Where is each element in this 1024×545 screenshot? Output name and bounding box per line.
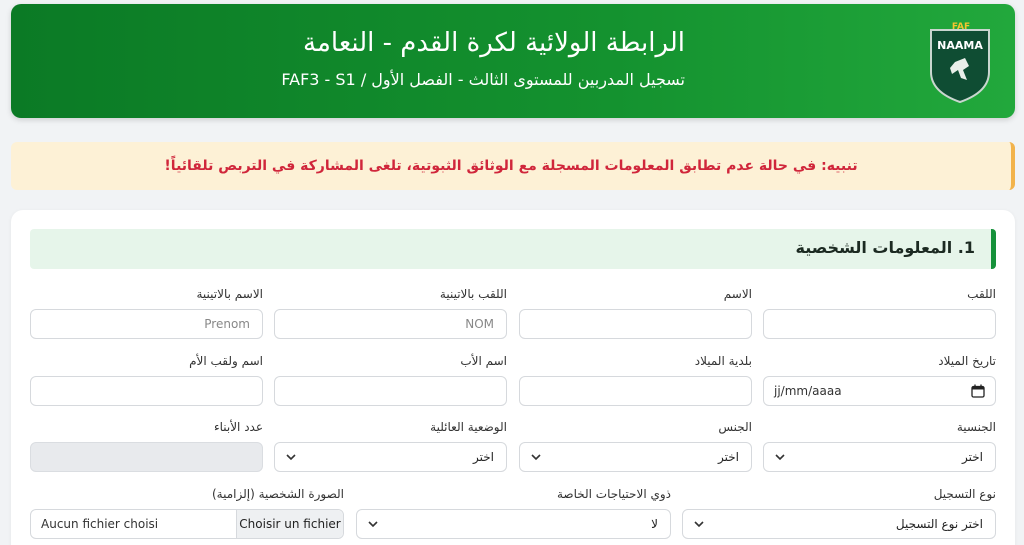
lastname-latin-placeholder: NOM [465, 317, 494, 331]
children-count-label: عدد الأبناء [213, 420, 263, 434]
lastname-latin-label: اللقب بالاتينية [439, 287, 507, 301]
lastname-label: اللقب [967, 287, 996, 301]
special-needs-select[interactable] [356, 509, 671, 539]
firstname-latin-placeholder: Prenom [204, 317, 250, 331]
chevron-down-icon [285, 452, 297, 462]
form-card [11, 210, 1015, 545]
nationality-select[interactable] [763, 442, 996, 472]
chevron-down-icon [693, 519, 705, 529]
page-title: الرابطة الولائية لكرة القدم - النعامة [303, 28, 685, 58]
choose-file-button[interactable]: Choisir un fichier [236, 510, 343, 538]
birth-place-label: بلدية الميلاد [694, 354, 752, 368]
page-subtitle: تسجيل المدربين للمستوى الثالث - الفصل الأول / FAF3 - S1 [281, 70, 685, 89]
special-needs-label: ذوي الاحتياجات الخاصة [556, 487, 671, 501]
birth-date-input[interactable] [763, 376, 996, 406]
calendar-icon[interactable] [971, 384, 985, 398]
warning-text: تنبيه: في حالة عدم تطابق المعلومات المسجلة مع الوثائق الثبوتية، تلغى المشاركة في التربص تلقائياً! [164, 158, 858, 174]
firstname-latin-label: الاسم بالاتينية [196, 287, 263, 301]
gender-selected: اختر [718, 450, 739, 464]
chevron-down-icon [530, 452, 542, 462]
nationality-label: الجنسية [956, 420, 996, 434]
svg-text:FAF: FAF [951, 22, 971, 32]
children-count-input [30, 442, 263, 472]
firstname-latin-input[interactable] [30, 309, 263, 339]
father-name-input[interactable] [274, 376, 507, 406]
page-header [11, 4, 1015, 118]
photo-label: الصورة الشخصية (إلزامية) [212, 487, 344, 501]
svg-text:NAAMA: NAAMA [937, 39, 983, 52]
league-logo-icon [925, 22, 995, 104]
chevron-down-icon [367, 519, 379, 529]
family-status-label: الوضعية العائلية [430, 420, 507, 434]
special-needs-selected: لا [651, 517, 658, 531]
birth-place-input[interactable] [519, 376, 752, 406]
lastname-input[interactable] [763, 309, 996, 339]
mother-name-label: اسم ولقب الأم [189, 354, 263, 368]
firstname-label: الاسم [723, 287, 752, 301]
lastname-latin-input[interactable] [274, 309, 507, 339]
mother-name-input[interactable] [30, 376, 263, 406]
family-status-select[interactable] [274, 442, 507, 472]
section-title: 1. المعلومات الشخصية [795, 238, 975, 257]
registration-type-selected: اختر نوع التسجيل [895, 517, 983, 531]
registration-type-select[interactable] [682, 509, 996, 539]
registration-type-label: نوع التسجيل [933, 487, 996, 501]
photo-file-input[interactable] [30, 509, 344, 539]
firstname-input[interactable] [519, 309, 752, 339]
nationality-selected: اختر [962, 450, 983, 464]
father-name-label: اسم الأب [460, 354, 507, 368]
section-personal-info [30, 229, 996, 269]
chevron-down-icon [774, 452, 786, 462]
photo-file-status: Aucun fichier choisi [41, 517, 159, 531]
gender-label: الجنس [718, 420, 752, 434]
warning-banner [11, 142, 1015, 190]
family-status-selected: اختر [473, 450, 494, 464]
birth-date-label: تاريخ الميلاد [938, 354, 996, 368]
birth-date-value: jj/mm/aaaa [774, 384, 842, 398]
gender-select[interactable] [519, 442, 752, 472]
